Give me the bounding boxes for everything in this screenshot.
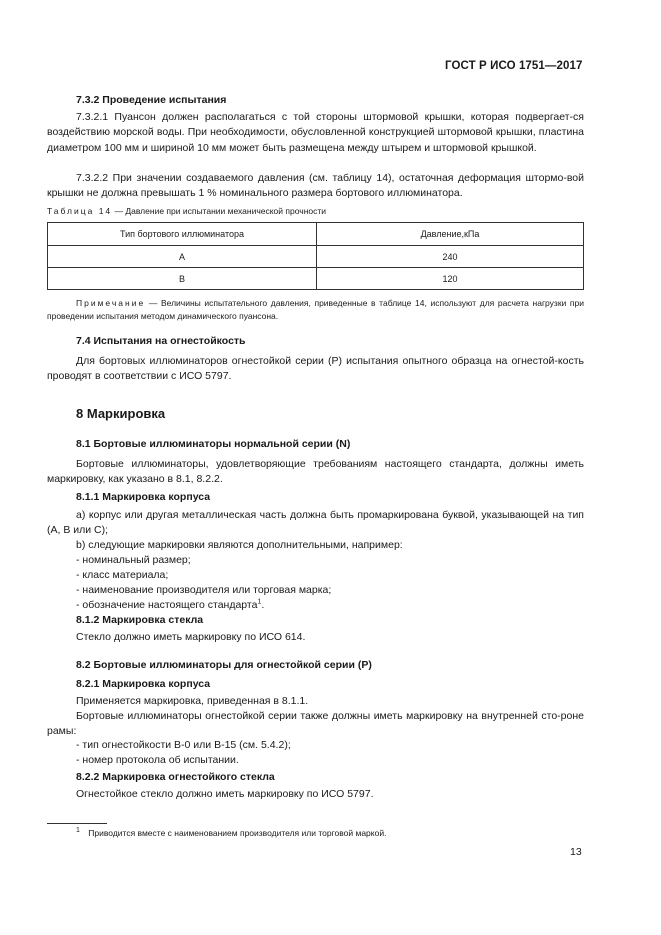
paragraph-8-1-2: Стекло должно иметь маркировку по ИСО 614. xyxy=(76,631,306,643)
list-item xyxy=(76,598,264,613)
table-14 xyxy=(47,222,584,290)
footnote xyxy=(76,827,386,840)
list-item: - номер протокола об испытании. xyxy=(76,754,239,766)
item-a: a) корпус или другая металлическая часть должна быть промаркирована буквой, указывающей на тип (A, B или C); xyxy=(47,509,584,537)
table-cell-type: B xyxy=(48,268,317,290)
footnote-separator xyxy=(47,823,107,824)
table-title: — Давление при испытании механической прочности xyxy=(112,206,327,216)
list-item: - тип огнестойкости B-0 или B-15 (см. 5.4.2); xyxy=(76,739,291,751)
paragraph-8-2-2: Огнестойкое стекло должно иметь маркировку по ИСО 5797. xyxy=(76,788,374,800)
table-header-pressure: Давление,кПа xyxy=(317,223,584,246)
paragraph-7-3-2-1: 7.3.2.1 Пуансон должен располагаться с той стороны штормовой крышки, которая подвергает-ся воздействию морской воды. При необходимости, обусловленной конструкцией штормовой крышки, пластина диаметром 100 мм и шириной 10 мм может быть размещена между штырем и штормовой крышкой. xyxy=(47,111,584,154)
paragraph-8-2-1-a: Применяется маркировка, приведенная в 8.1.1. xyxy=(76,695,309,707)
table-14-caption xyxy=(47,205,326,218)
table-cell-pressure: 120 xyxy=(317,268,584,290)
section-8-1-2-heading: 8.1.2 Маркировка стекла xyxy=(76,614,204,626)
list-item-period: . xyxy=(261,599,265,611)
footnote-number: 1 xyxy=(76,827,80,835)
section-8-heading: 8 Маркировка xyxy=(76,406,166,421)
paragraph-7-3-2-2: 7.3.2.2 При значении создаваемого давления (см. таблицу 14), остаточная деформация штормо-вой крышки не должна превышать 1 % номинального размера бортового иллюминатора. xyxy=(47,172,584,200)
table-row xyxy=(48,268,584,290)
list-item: - класс материала; xyxy=(76,569,169,581)
table-header-type: Тип бортового иллюминатора xyxy=(48,223,317,246)
table-row xyxy=(48,246,584,268)
table-label: Таблица 14 xyxy=(47,206,113,216)
footnote-text: Приводится вместе с наименованием производителя или торговой маркой. xyxy=(88,828,387,838)
section-7-4-heading: 7.4 Испытания на огнестойкость xyxy=(76,335,246,347)
list-item: - наименование производителя или торговая марка; xyxy=(76,584,332,596)
paragraph-8-2-1-b: Бортовые иллюминаторы огнестойкой серии также должны иметь маркировку на внутренней сто-роне рамы: xyxy=(47,710,584,738)
footnote-reference[interactable]: 1 xyxy=(257,598,262,606)
section-8-1-1-heading: 8.1.1 Маркировка корпуса xyxy=(76,491,211,503)
table-header-row xyxy=(48,223,584,246)
note-label: Примечание xyxy=(76,298,146,308)
list-item-text: - обозначение настоящего стандарта xyxy=(76,599,258,611)
list-item: - номинальный размер; xyxy=(76,554,191,566)
paragraph-8-1: Бортовые иллюминаторы, удовлетворяющие требованиям настоящего стандарта, должны иметь маркировку, как указано в 8.1, 8.2.2. xyxy=(47,458,584,486)
section-8-2-2-heading: 8.2.2 Маркировка огнестойкого стекла xyxy=(76,771,275,783)
section-8-2-1-heading: 8.2.1 Маркировка корпуса xyxy=(76,678,211,690)
table-note xyxy=(47,297,584,323)
note-text: — Величины испытательного давления, приведенные в таблице 14, используют для расчета нагрузки при проведении испытания методом динамического пуансона. xyxy=(47,298,584,321)
table-cell-pressure: 240 xyxy=(317,246,584,268)
page-number: 13 xyxy=(570,846,582,858)
item-b: b) следующие маркировки являются дополнительными, например: xyxy=(76,539,403,551)
section-8-2-heading: 8.2 Бортовые иллюминаторы для огнестойкой серии (P) xyxy=(76,659,372,671)
section-8-1-heading: 8.1 Бортовые иллюминаторы нормальной серии (N) xyxy=(76,438,351,450)
paragraph-7-4: Для бортовых иллюминаторов огнестойкой серии (P) испытания опытного образца на огнестой-кость проводят в соответствии с ИСО 5797. xyxy=(47,355,584,383)
section-7-3-2-heading: 7.3.2 Проведение испытания xyxy=(76,94,227,106)
standard-designation: ГОСТ Р ИСО 1751—2017 xyxy=(445,60,583,72)
table-cell-type: A xyxy=(48,246,317,268)
